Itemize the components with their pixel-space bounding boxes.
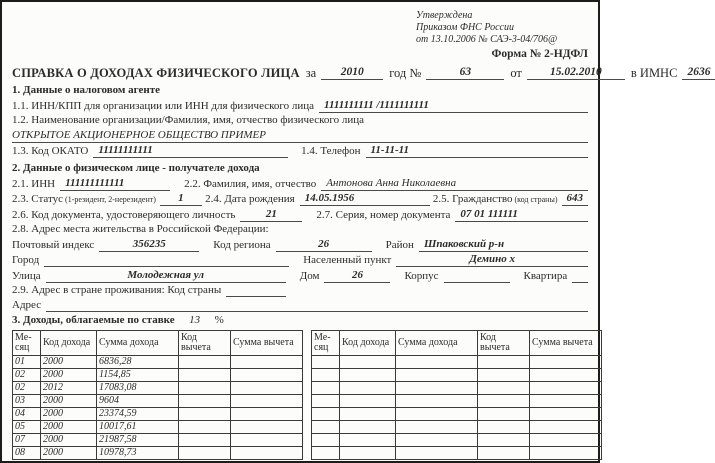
cell-month: 03: [13, 395, 41, 408]
row-street-house: [12, 269, 588, 283]
fio-value: Антонова Анна Николаевна: [321, 177, 588, 191]
cell-deduction-sum: [530, 356, 602, 369]
cell-income-sum: [396, 421, 478, 434]
cell-deduction-sum: [231, 408, 303, 421]
table-row: [13, 369, 303, 382]
cell-deduction-sum: [231, 382, 303, 395]
cell-deduction-code: [478, 421, 530, 434]
cell-deduction-code: [478, 356, 530, 369]
cell-deduction-sum: [231, 369, 303, 382]
row-document: [12, 208, 588, 222]
region-value: 26: [276, 238, 372, 252]
cell-income-sum: [396, 408, 478, 421]
col-deduction-sum: Сумма вычета: [231, 331, 303, 356]
row-address-heading: [12, 223, 588, 236]
cell-month: [312, 382, 340, 395]
cell-deduction-sum: [530, 434, 602, 447]
cell-income-sum: 1154,85: [97, 369, 179, 382]
citizenship-note: (код страны): [514, 195, 558, 204]
table-row: [13, 356, 303, 369]
birth-date-label: 2.4. Дата рождения: [205, 193, 295, 205]
section2-heading: 2. Данные о физическом лице - получателе дохода: [12, 162, 260, 174]
cell-income-code: 2000: [41, 447, 97, 460]
row-foreign-country: [12, 284, 588, 297]
cell-deduction-code: [478, 408, 530, 421]
table-row: [13, 382, 303, 395]
cell-deduction-code: [478, 382, 530, 395]
cell-deduction-sum: [231, 434, 303, 447]
table-header-row: [312, 331, 602, 356]
cell-deduction-sum: [530, 447, 602, 460]
foreign-address-label: Адрес: [12, 298, 42, 311]
cell-deduction-code: [179, 408, 231, 421]
col-month: Ме-сяц: [312, 331, 340, 356]
row-status-birth-citizenship: [12, 192, 588, 206]
cell-deduction-sum: [231, 421, 303, 434]
cell-deduction-code: [179, 395, 231, 408]
cell-income-code: [340, 356, 396, 369]
fio-label: 2.2. Фамилия, имя, отчество: [184, 177, 317, 190]
cell-income-code: 2012: [41, 382, 97, 395]
series-value: 07 01 111111: [455, 208, 588, 222]
row-postal-region-district: [12, 238, 588, 252]
cell-month: 04: [13, 408, 41, 421]
cell-deduction-sum: [231, 395, 303, 408]
doc-code-label: 2.6. Код документа, удостоверяющего личность: [12, 208, 236, 221]
district-label: Район: [385, 238, 414, 251]
cell-income-code: 2000: [41, 421, 97, 434]
title-za-label: за: [305, 66, 317, 80]
section1-heading: 1. Данные о налоговом агенте: [12, 84, 161, 96]
table-row: [13, 434, 303, 447]
foreign-country-label: 2.9. Адрес в стране проживания: Код страны: [12, 284, 222, 296]
row-inn-kpp: [12, 99, 588, 113]
row-section3-heading: [12, 313, 588, 327]
year-value: 2010: [321, 66, 383, 80]
table-row: [13, 447, 303, 460]
document-title: СПРАВКА О ДОХОДАХ ФИЗИЧЕСКОГО ЛИЦА: [12, 66, 300, 80]
birth-date-value: 14.05.1956: [300, 192, 430, 206]
district-value: Шпаковский р-н: [419, 238, 588, 252]
cell-month: 02: [13, 369, 41, 382]
cell-month: [312, 395, 340, 408]
certificate-date-value: 15.02.2010: [527, 66, 625, 80]
income-table-left: [12, 330, 303, 460]
cell-income-sum: 6836,28: [97, 356, 179, 369]
row-org-name-label: [12, 114, 588, 127]
row-okato-phone: [12, 144, 588, 158]
cell-income-code: [340, 395, 396, 408]
row-org-name-value: [12, 129, 588, 143]
status-value: 1: [160, 192, 202, 206]
cell-month: [312, 421, 340, 434]
col-income-sum: Сумма дохода: [97, 331, 179, 356]
cell-deduction-code: [478, 434, 530, 447]
approval-line: Приказом ФНС России: [416, 22, 514, 33]
status-label: 2.3. Статус: [12, 193, 64, 205]
tax-rate-value: 13: [189, 314, 201, 326]
status-note: (1-резидент, 2-нерезидент): [65, 195, 156, 204]
col-deduction-sum: Сумма вычета: [530, 331, 602, 356]
cell-income-sum: [396, 447, 478, 460]
okato-value: 11111111111: [93, 144, 288, 158]
cell-deduction-code: [179, 356, 231, 369]
cell-income-sum: 17083,08: [97, 382, 179, 395]
percent-sign: %: [214, 314, 224, 326]
form-number-label: Форма № 2-НДФЛ: [491, 48, 588, 60]
cell-income-code: 2000: [41, 395, 97, 408]
cell-income-sum: [396, 382, 478, 395]
okato-label: 1.3. Код ОКАТО: [12, 145, 89, 157]
cell-income-sum: 9604: [97, 395, 179, 408]
col-income-code: Код дохода: [340, 331, 396, 356]
apartment-label: Квартира: [523, 269, 568, 282]
col-income-code: Код дохода: [41, 331, 97, 356]
table-header-row: [13, 331, 303, 356]
cell-deduction-code: [478, 395, 530, 408]
region-label: Код региона: [213, 238, 271, 251]
citizenship-label: 2.5. Гражданство: [432, 193, 513, 205]
table-row: [13, 421, 303, 434]
cell-month: [312, 369, 340, 382]
cell-income-code: [340, 447, 396, 460]
cell-deduction-code: [478, 369, 530, 382]
series-label: 2.7. Серия, номер документа: [316, 208, 451, 221]
table-row: [13, 395, 303, 408]
table-row: [312, 356, 602, 369]
postal-value: 356235: [99, 238, 199, 252]
imns-code-value: 2636: [682, 66, 715, 80]
col-deduction-code: Код вычета: [478, 331, 530, 356]
cell-month: 05: [13, 421, 41, 434]
cell-deduction-sum: [530, 408, 602, 421]
cell-deduction-sum: [530, 369, 602, 382]
cell-deduction-code: [179, 434, 231, 447]
income-tables: [12, 330, 593, 460]
table-row: [312, 434, 602, 447]
cell-deduction-sum: [530, 421, 602, 434]
city-label: Город: [12, 254, 40, 266]
inn-kpp-value: 1111111111 /1111111111: [319, 99, 588, 113]
cell-deduction-code: [179, 369, 231, 382]
cell-income-sum: [396, 356, 478, 369]
person-inn-value: 111111111111: [60, 177, 170, 191]
table-row: [312, 421, 602, 434]
row-person-inn-fio: [12, 177, 588, 191]
foreign-address-blank: [46, 311, 588, 312]
cell-month: [312, 408, 340, 421]
cell-income-sum: 10978,73: [97, 447, 179, 460]
cell-income-sum: 10017,61: [97, 421, 179, 434]
street-label: Улица: [12, 269, 41, 282]
table-row: [13, 408, 303, 421]
income-table-right: [311, 330, 602, 460]
house-label: Дом: [299, 269, 320, 282]
apartment-value-blank: [572, 282, 588, 283]
cell-deduction-sum: [231, 447, 303, 460]
cell-income-code: [340, 369, 396, 382]
approval-block: [416, 10, 588, 46]
table-row: [312, 447, 602, 460]
person-inn-label: 2.1. ИНН: [12, 177, 56, 190]
cell-deduction-code: [179, 382, 231, 395]
approval-line: Утверждена: [416, 10, 473, 21]
phone-value: 11-11-11: [366, 144, 588, 158]
cell-deduction-sum: [231, 356, 303, 369]
cell-income-code: 2000: [41, 356, 97, 369]
cell-income-code: [340, 408, 396, 421]
title-ot-label: от: [510, 66, 522, 80]
cell-income-sum: 21987,58: [97, 434, 179, 447]
cell-income-sum: [396, 395, 478, 408]
cell-income-code: 2000: [41, 434, 97, 447]
settlement-value: Демино х: [396, 253, 588, 267]
cell-deduction-code: [478, 447, 530, 460]
table-row: [312, 369, 602, 382]
section3-heading: 3. Доходы, облагаемые по ставке: [12, 314, 175, 326]
cell-deduction-code: [179, 447, 231, 460]
table-row: [312, 382, 602, 395]
approval-line: от 13.10.2006 № САЭ-3-04/706@: [416, 34, 558, 45]
cell-income-sum: 23374,59: [97, 408, 179, 421]
cell-deduction-sum: [530, 395, 602, 408]
title-imns-label: в ИМНС: [630, 66, 678, 80]
doc-code-value: 21: [240, 208, 302, 222]
city-value-blank: [44, 266, 289, 267]
phone-label: 1.4. Телефон: [301, 145, 361, 157]
cell-income-sum: [396, 369, 478, 382]
street-value: Молодежная ул: [46, 269, 286, 283]
citizenship-value: 643: [562, 192, 589, 206]
col-deduction-code: Код вычета: [179, 331, 231, 356]
cell-income-sum: [396, 434, 478, 447]
table-row: [312, 395, 602, 408]
foreign-country-code-blank: [226, 296, 286, 297]
certificate-number-value: 63: [426, 66, 504, 80]
cell-income-code: 2000: [41, 369, 97, 382]
document-title-row: [12, 66, 711, 80]
inn-kpp-label: 1.1. ИНН/КПП для организации или ИНН для физического лица: [12, 99, 315, 112]
col-income-sum: Сумма дохода: [396, 331, 478, 356]
cell-month: [312, 434, 340, 447]
cell-income-code: [340, 382, 396, 395]
table-row: [312, 408, 602, 421]
cell-month: 02: [13, 382, 41, 395]
cell-month: [312, 356, 340, 369]
cell-deduction-sum: [530, 382, 602, 395]
title-number-label: год №: [389, 66, 422, 80]
korpus-label: Корпус: [404, 269, 439, 282]
cell-income-code: [340, 421, 396, 434]
cell-month: [312, 447, 340, 460]
postal-label: Почтовый индекс: [12, 238, 95, 251]
address-heading: 2.8. Адрес места жительства в Российской Федерации:: [12, 223, 269, 235]
cell-income-code: 2000: [41, 408, 97, 421]
settlement-label: Населенный пункт: [303, 254, 392, 266]
row-foreign-address: [12, 299, 588, 312]
org-name-value: ОТКРЫТОЕ АКЦИОНЕРНОЕ ОБЩЕСТВО ПРИМЕР: [12, 129, 588, 143]
col-month: Ме-сяц: [13, 331, 41, 356]
org-name-label: 1.2. Наименование организации/Фамилия, имя, отчество физического лица: [12, 114, 365, 126]
cell-deduction-code: [179, 421, 231, 434]
korpus-value-blank: [444, 282, 510, 283]
cell-month: 08: [13, 447, 41, 460]
cell-month: 07: [13, 434, 41, 447]
cell-income-code: [340, 434, 396, 447]
cell-month: 01: [13, 356, 41, 369]
row-city-settlement: [12, 253, 588, 267]
house-value: 26: [324, 269, 390, 283]
